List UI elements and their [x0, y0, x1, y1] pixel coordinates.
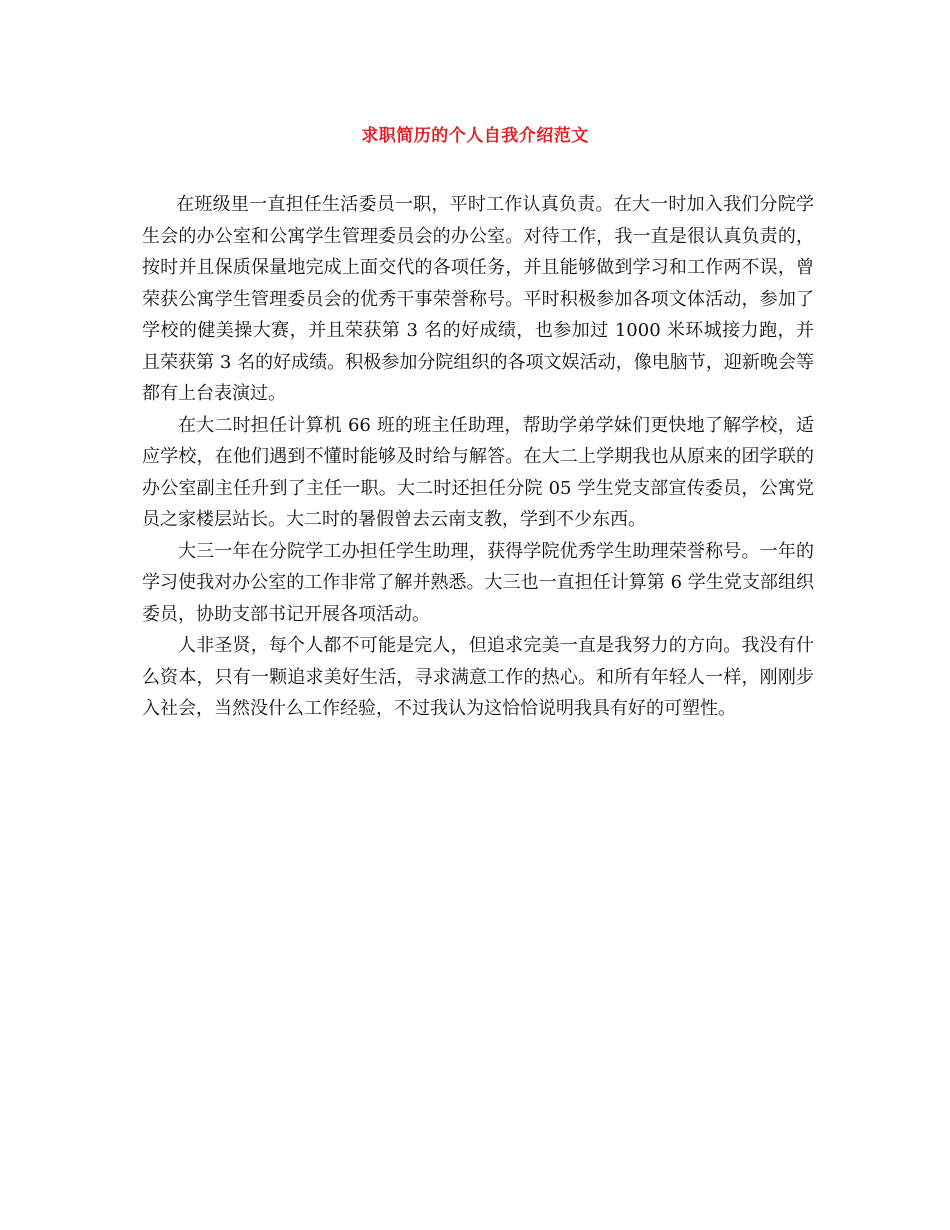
paragraph-4: 人非圣贤，每个人都不可能是完人，但追求完美一直是我努力的方向。我没有什么资本，只有一颗追求美好生活，寻求满意工作的热心。和所有年轻人一样，刚刚步入社会，当然没什么工作经验，不过我认为这恰恰说明我具有好的可塑性。 — [142, 635, 814, 719]
document-body — [142, 189, 814, 725]
paragraph-2: 在大二时担任计算机 66 班的班主任助理，帮助学弟学妹们更快地了解学校，适应学校，在他们遇到不懂时能够及时给与解答。在大二上学期我也从原来的团学联的办公室副主任升到了主任一职。大二时还担任分院 05 学生党支部宣传委员，公寓党员之家楼层站长。大二时的暑假曾去云南支教，学到不少东西。 — [142, 414, 814, 530]
paragraph-1: 在班级里一直担任生活委员一职，平时工作认真负责。在大一时加入我们分院学生会的办公室和公寓学生管理委员会的办公室。对待工作，我一直是很认真负责的，按时并且保质保量地完成上面交代的各项任务，并且能够做到学习和工作两不误，曾荣获公寓学生管理委员会的优秀干事荣誉称号。平时积极参加各项文体活动，参加了学校的健美操大赛，并且荣获第 3 名的好成绩，也参加过 1000 米环城接力跑，并且荣获第 3 名的好成绩。积极参加分院组织的各项文娱活动，像电脑节，迎新晚会等都有上台表演过。 — [142, 194, 814, 404]
document-title: 求职简历的个人自我介绍范文 — [361, 126, 589, 146]
paragraph-3: 大三一年在分院学工办担任学生助理，获得学院优秀学生助理荣誉称号。一年的学习使我对办公室的工作非常了解并熟悉。大三也一直担任计算第 6 学生党支部组织委员，协助支部书记开展各项活动。 — [142, 540, 814, 625]
